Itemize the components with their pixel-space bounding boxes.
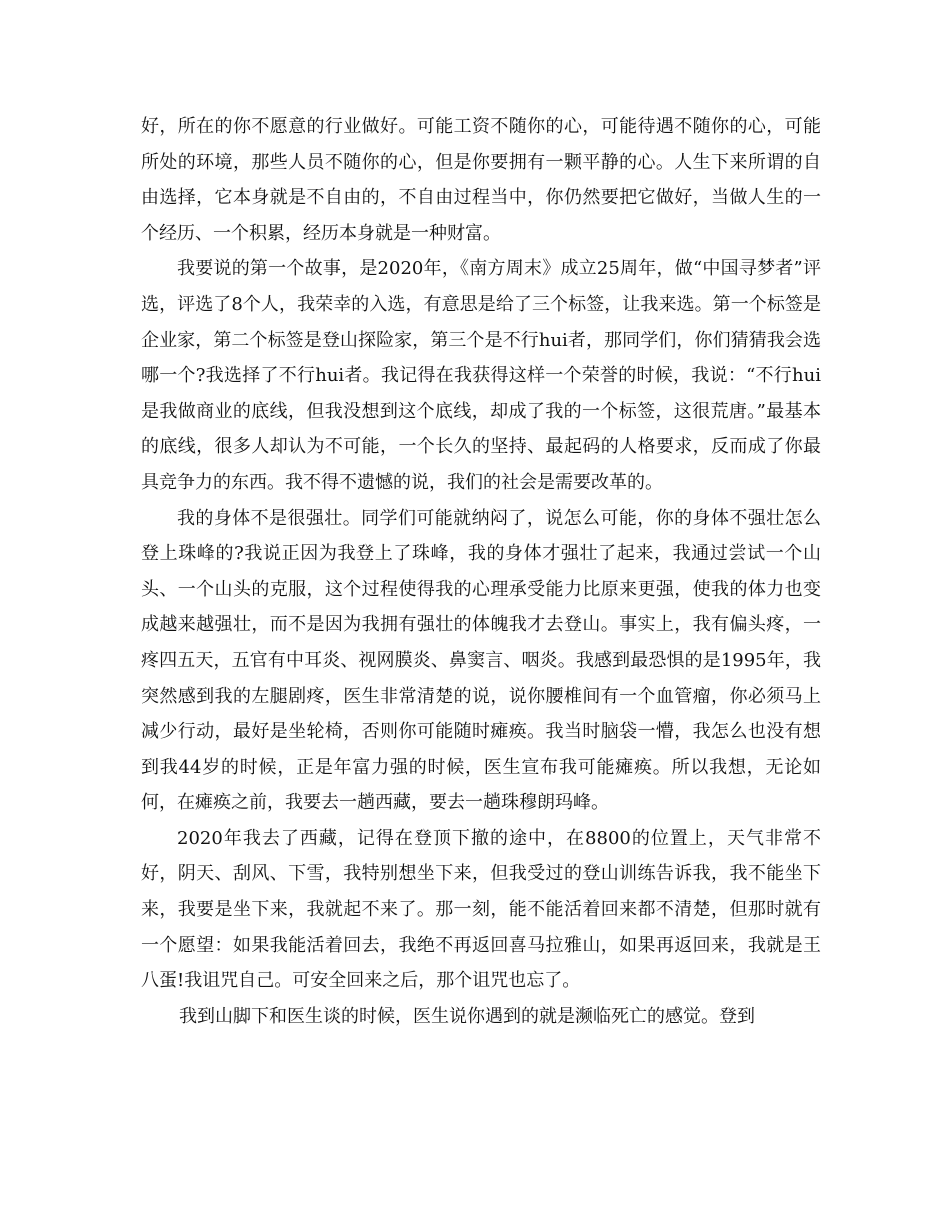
paragraph-5: 我到山脚下和医生谈的时候，医生说你遇到的就是濒临死亡的感觉。登到 [179,1005,755,1027]
paragraph-4: 2020年我去了西藏，记得在登顶下撤的途中，在8800的位置上，天气非常不好，阴天、刮风、下雪，我特别想坐下来，但我受过的登山训练告诉我，我不能坐下来，我要是坐下来，我就起不来了。那一刻，能不能活着回来都不清楚，但那时就有一个愿望：如果我能活着回去，我绝不再返回喜马拉雅山，如果再返回来，我就是王八蛋!我诅咒自己。可安全回来之后，那个诅咒也忘了。 [141,827,821,992]
paragraph-2: 我要说的第一个故事，是2020年，《南方周末》成立25周年，做“中国寻梦者”评选，评选了8个人，我荣幸的入选，有意思是给了三个标签，让我来选。第一个标签是企业家，第二个标签是登山探险家，第三个是不行hui者，那同学们，你们猜猜我会选哪一个?我选择了不行hui者。我记得在我获得这样一个荣誉的时候，我说：“不行hui是我做商业的底线，但我没想到这个底线，却成了我的一个标签，这很荒唐。”最基本的底线，很多人却认为不可能，一个长久的坚持、最起码的人格要求，反而成了你最具竞争力的东西。我不得不遗憾的说，我们的社会是需要改革的。 [141,258,821,493]
document-body [141,109,821,1034]
paragraph-3: 我的身体不是很强壮。同学们可能就纳闷了，说怎么可能，你的身体不强壮怎么登上珠峰的?我说正因为我登上了珠峰，我的身体才强壮了起来，我通过尝试一个山头、一个山头的克服，这个过程使得我的心理承受能力比原来更强，使我的体力也变成越来越强壮，而不是因为我拥有强壮的体魄我才去登山。事实上，我有偏头疼，一疼四五天，五官有中耳炎、视网膜炎、鼻窦言、咽炎。我感到最恐惧的是1995年，我突然感到我的左腿剧疼，医生非常清楚的说，说你腰椎间有一个血管瘤，你必须马上减少行动，最好是坐轮椅，否则你可能随时瘫痪。我当时脑袋一懵，我怎么也没有想到我44岁的时候，正是年富力强的时候，医生宣布我可能瘫痪。所以我想，无论如何，在瘫痪之前，我要去一趟西藏，要去一趟珠穆朗玛峰。 [141,507,821,814]
paragraph-1: 好，所在的你不愿意的行业做好。可能工资不随你的心，可能待遇不随你的心，可能所处的环境，那些人员不随你的心，但是你要拥有一颗平静的心。人生下来所谓的自由选择，它本身就是不自由的，不自由过程当中，你仍然要把它做好，当做人生的一个经历、一个积累，经历本身就是一种财富。 [141,116,821,244]
